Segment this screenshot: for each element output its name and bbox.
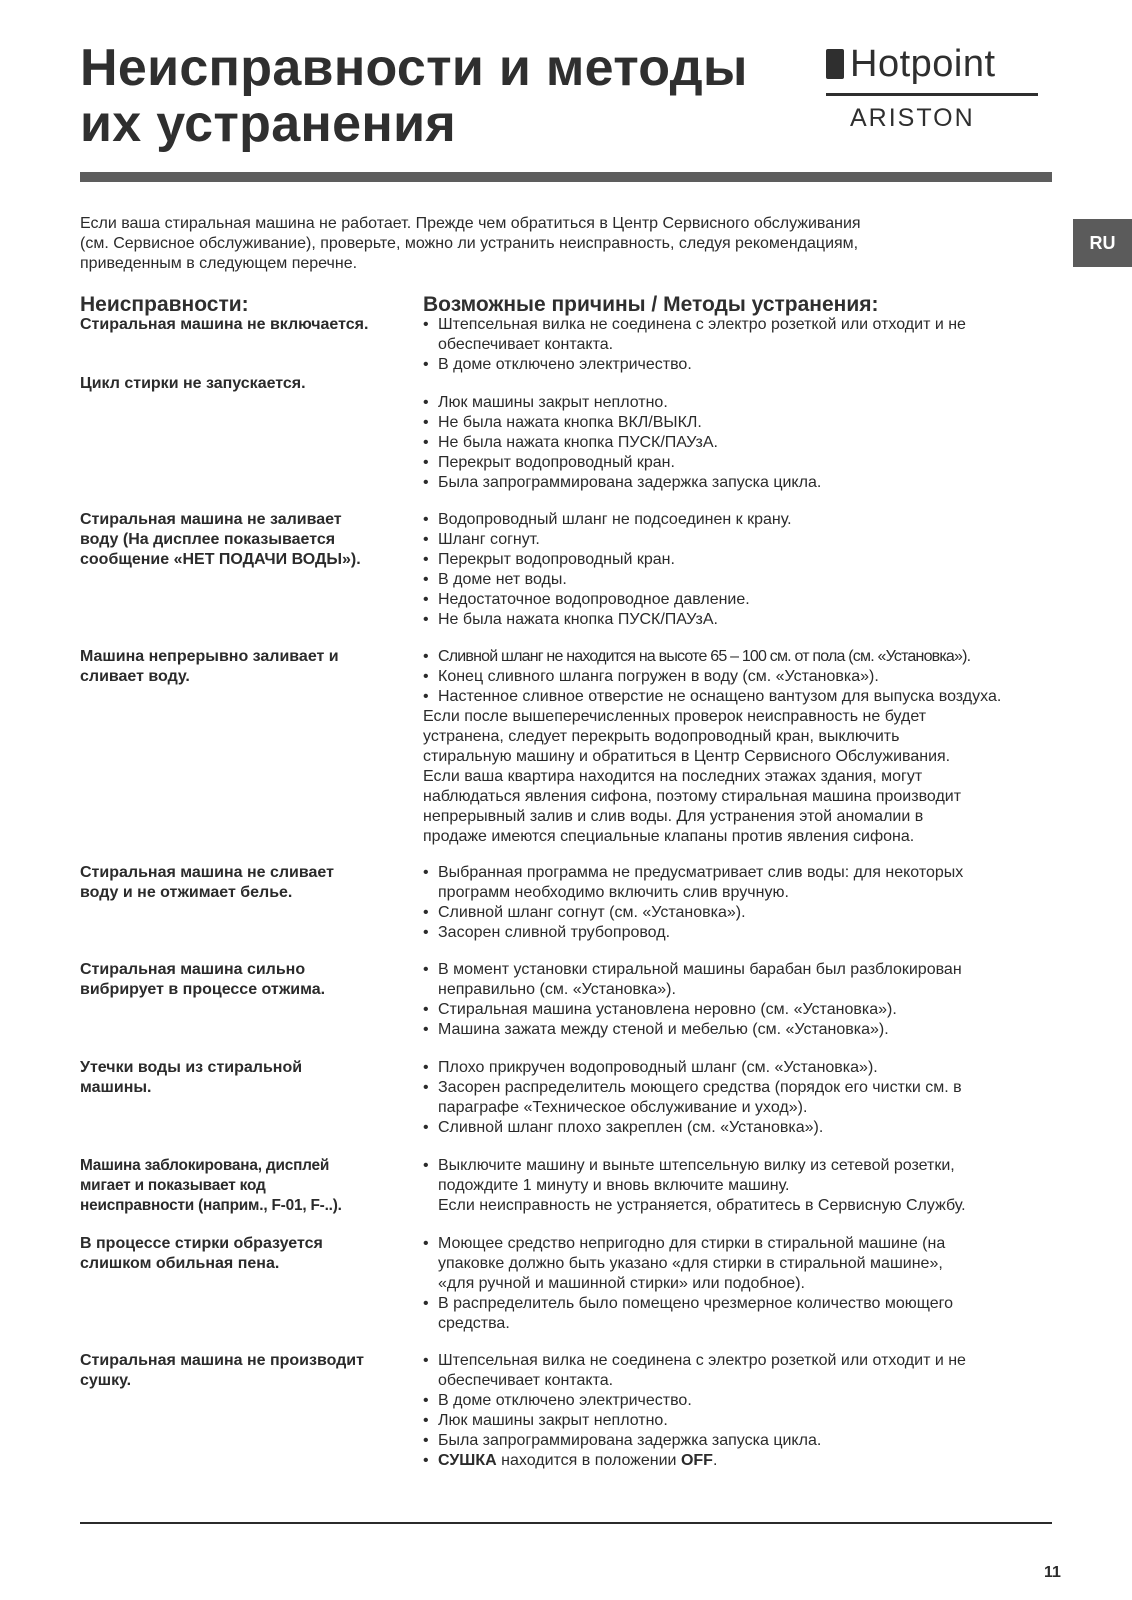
cause-text: Стиральная машина установлена неровно (см. «Установка»). (438, 1001, 897, 1018)
cause-text: Моющее средство непригодно для стирки в стиральной машине (на упаковке должно быть указано «для стирки в стиральной машине», «для ручной и машинной стирки» или подобное). (438, 1235, 946, 1292)
cause-text: Люк машины закрыт неплотно. (438, 1412, 668, 1429)
cause-item (423, 1118, 1063, 1138)
fault-line: Утечки воды из стиральной (80, 1059, 303, 1076)
fault-line: воду (На дисплее показывается (80, 531, 336, 548)
bullet-icon: • (423, 316, 429, 333)
cause-item (423, 355, 1063, 375)
causes-list (423, 1234, 1063, 1334)
cause-item (423, 1000, 1063, 1020)
fault-line: машины. (80, 1079, 152, 1096)
cause-text: Не была нажата кнопка ПУСК/ПАУзА. (438, 434, 718, 451)
bullet-icon: • (423, 1352, 429, 1369)
cause-item (423, 550, 1063, 570)
cause-text: Выключите машину и выньте штепсельную вилку из сетевой розетки, подождите 1 минуту и вновь включите машину. Если неисправность не устраняется, обратитесь в Сервисную Службу. (438, 1157, 966, 1214)
cause-item (423, 687, 1063, 707)
cause-text: В доме отключено электричество. (438, 356, 692, 373)
fault-line: Стиральная машина не сливает (80, 864, 334, 881)
fault-line: мигает и показывает код (80, 1177, 266, 1194)
causes-list (423, 510, 1063, 630)
bullet-icon: • (423, 394, 429, 411)
cause-text (438, 1451, 717, 1471)
fault-line: сушку. (80, 1372, 132, 1389)
causes-list (423, 393, 1063, 493)
fault-description (80, 863, 410, 903)
bullet-icon: • (423, 1295, 429, 1312)
logo-hotpoint-text: Hotpoint (850, 43, 996, 85)
bullet-icon: • (423, 551, 429, 568)
intro-line: приведенным в следующем перечне. (80, 255, 358, 272)
cause-text: В доме отключено электричество. (438, 1392, 692, 1409)
cause-text: Не была нажата кнопка ВКЛ/ВЫКЛ. (438, 414, 702, 431)
fault-description (80, 374, 410, 394)
cause-text: Водопроводный шланг не подсоединен к крану. (438, 511, 792, 528)
cause-text: Перекрыт водопроводный кран. (438, 551, 675, 568)
causes-list (423, 960, 1063, 1040)
fault-line: Стиральная машина сильно (80, 961, 306, 978)
fault-line: В процессе стирки образуется (80, 1235, 323, 1252)
cause-item (423, 863, 1063, 903)
cause-text: Машина зажата между стеной и мебелью (см. «Установка»). (438, 1021, 889, 1038)
bullet-icon: • (423, 1235, 429, 1252)
fault-description (80, 1058, 410, 1098)
fault-line: неисправности (наприм., F-01, F-..). (80, 1197, 342, 1214)
faults-column-heading: Неисправности: (80, 293, 249, 316)
hotpoint-wordmark (826, 44, 996, 84)
header-rule (80, 172, 1052, 182)
bullet-icon: • (423, 1157, 429, 1174)
fault-line: Цикл стирки не запускается. (80, 375, 306, 392)
bullet-icon: • (423, 434, 429, 451)
cause-text: Шланг согнут. (438, 531, 540, 548)
cause-text: Недостаточное водопроводное давление. (438, 591, 750, 608)
cause-item (423, 667, 1063, 687)
cause-item (423, 1351, 1063, 1391)
off-label: OFF (680, 1452, 713, 1469)
causes-list (423, 863, 1063, 943)
cause-item (423, 393, 1063, 413)
intro-line: Если ваша стиральная машина не работает. Прежде чем обратиться в Центр Сервисного обслуживания (80, 215, 861, 232)
cause-text-middle: находится в положении (496, 1452, 681, 1469)
fault-description (80, 510, 410, 570)
bullet-icon: • (423, 668, 429, 685)
cause-text: Перекрыт водопроводный кран. (438, 454, 675, 471)
cause-item (423, 647, 1063, 667)
cause-item (423, 1391, 1063, 1411)
cause-item (423, 473, 1063, 493)
cause-text: В момент установки стиральной машины барабан был разблокирован неправильно (см. «Установка»). (438, 961, 962, 998)
fault-line: Машина непрерывно заливает и (80, 648, 339, 665)
fault-line: Стиральная машина не производит (80, 1352, 364, 1369)
cause-item (423, 530, 1063, 550)
bullet-icon: • (423, 1452, 429, 1469)
bullet-icon: • (423, 414, 429, 431)
fault-description (80, 1234, 410, 1274)
cause-text: Сливной шланг не находится на высоте 65 – 100 см. от пола (см. «Установка»). (438, 648, 971, 665)
cause-item (423, 1234, 1063, 1294)
cause-text: Засорен распределитель моющего средства (порядок его чистки см. в параграфе «Техническое обслуживание и уход»). (438, 1079, 962, 1116)
page-title-line-2: их устранения (80, 95, 456, 153)
bullet-icon: • (423, 904, 429, 921)
cause-text: Сливной шланг плохо закреплен (см. «Установка»). (438, 1119, 824, 1136)
fault-description (80, 647, 410, 687)
bullet-icon: • (423, 531, 429, 548)
fault-line: Стиральная машина не включается. (80, 316, 369, 333)
bullet-icon: • (423, 571, 429, 588)
bullet-icon: • (423, 1059, 429, 1076)
cause-text: Была запрограммирована задержка запуска цикла. (438, 474, 822, 491)
cause-text: Конец сливного шланга погружен в воду (см. «Установка»). (438, 668, 879, 685)
intro-line: (см. Сервисное обслуживание), проверьте, можно ли устранить неисправность, следуя рекомендациям, (80, 235, 859, 252)
cause-text: Люк машины закрыт неплотно. (438, 394, 668, 411)
bullet-icon: • (423, 961, 429, 978)
cause-text-end: . (712, 1452, 718, 1469)
fault-line: Машина заблокирована, дисплей (80, 1157, 330, 1174)
cause-item (423, 1294, 1063, 1334)
cause-item (423, 1020, 1063, 1040)
logo-divider (826, 93, 1038, 96)
fault-line: сливает воду. (80, 668, 190, 685)
cause-item (423, 1411, 1063, 1431)
fault-description (80, 1156, 410, 1216)
logo-ariston-text: ARISTON (850, 104, 975, 132)
fault-description (80, 315, 410, 335)
page-title-line-1: Неисправности и методы (80, 39, 748, 97)
footer-rule (80, 1522, 1052, 1524)
bullet-icon: • (423, 924, 429, 941)
fault-line: сообщение «НЕТ ПОДАЧИ ВОДЫ»). (80, 551, 361, 568)
causes-list (423, 1156, 1063, 1216)
hotpoint-logo-icon (826, 49, 844, 79)
causes-list (423, 1351, 1063, 1471)
causes-list (423, 647, 1063, 847)
bullet-icon: • (423, 454, 429, 471)
cause-note: Если после вышеперечисленных проверок неисправность не будет устранена, следует перекрыть водопроводный кран, выключить стиральную машину и обратиться в Центр Сервисного Обслуживания. Если ваша квартира находится на последних этажах здания, могут наблюдаться явления сифона, поэтому стиральная машина производит непрерывный залив и слив воды. Для устранения этой аномалии в продаже имеются специальные клапаны против явления сифона. (423, 708, 962, 845)
bullet-icon: • (423, 1021, 429, 1038)
bullet-icon: • (423, 1119, 429, 1136)
page-title (80, 40, 748, 152)
cause-item (423, 610, 1063, 630)
causes-list (423, 1058, 1063, 1138)
hotpoint-ariston-logo (826, 44, 1046, 136)
cause-item (423, 1431, 1063, 1451)
cause-item (423, 903, 1063, 923)
cause-text: Настенное сливное отверстие не оснащено вантузом для выпуска воздуха. (438, 688, 1002, 705)
bullet-icon: • (423, 864, 429, 881)
bullet-icon: • (423, 688, 429, 705)
cause-item (423, 590, 1063, 610)
fault-line: вибрирует в процессе отжима. (80, 981, 326, 998)
cause-item (423, 1078, 1063, 1118)
cause-item (423, 570, 1063, 590)
cause-text: Штепсельная вилка не соединена с электро розеткой или отходит и не обеспечивает контакта. (438, 1352, 966, 1389)
cause-item (423, 433, 1063, 453)
bullet-icon: • (423, 1001, 429, 1018)
fault-description (80, 1351, 410, 1391)
cause-text: Засорен сливной трубопровод. (438, 924, 671, 941)
fault-description (80, 960, 410, 1000)
cause-item (423, 923, 1063, 943)
cause-text: В доме нет воды. (438, 571, 567, 588)
fault-line: воду и не отжимает белье. (80, 884, 293, 901)
intro-text (80, 214, 980, 274)
bullet-icon: • (423, 611, 429, 628)
bullet-icon: • (423, 474, 429, 491)
fault-line: Стиральная машина не заливает (80, 511, 342, 528)
fault-line: слишком обильная пена. (80, 1255, 280, 1272)
bullet-icon: • (423, 511, 429, 528)
cause-item (423, 413, 1063, 433)
bullet-icon: • (423, 1079, 429, 1096)
cause-item (423, 960, 1063, 1000)
cause-text: Штепсельная вилка не соединена с электро розеткой или отходит и не обеспечивает контакта. (438, 316, 966, 353)
cause-text: Плохо прикручен водопроводный шланг (см. «Установка»). (438, 1059, 878, 1076)
cause-item (423, 510, 1063, 530)
cause-item (423, 453, 1063, 473)
bullet-icon: • (423, 356, 429, 373)
cause-text: Не была нажата кнопка ПУСК/ПАУзА. (438, 611, 718, 628)
cause-text: В распределитель было помещено чрезмерное количество моющего средства. (438, 1295, 954, 1332)
cause-item (423, 1451, 1063, 1471)
cause-item (423, 315, 1063, 355)
cause-item (423, 1058, 1063, 1078)
bullet-icon: • (423, 1392, 429, 1409)
causes-column-heading: Возможные причины / Методы устранения: (423, 293, 879, 316)
cause-item (423, 1156, 1063, 1216)
bullet-icon: • (423, 1412, 429, 1429)
causes-list (423, 315, 1063, 375)
language-tab: RU (1073, 219, 1132, 267)
cause-text: Сливной шланг согнут (см. «Установка»). (438, 904, 746, 921)
bullet-icon: • (423, 648, 429, 665)
page-number: 11 (1044, 1564, 1061, 1581)
cause-text: Выбранная программа не предусматривает слив воды: для некоторых программ необходимо включить слив вручную. (438, 864, 964, 901)
dry-mode-label: СУШКА (438, 1452, 497, 1469)
bullet-icon: • (423, 591, 429, 608)
bullet-icon: • (423, 1432, 429, 1449)
cause-text: Была запрограммирована задержка запуска цикла. (438, 1432, 822, 1449)
